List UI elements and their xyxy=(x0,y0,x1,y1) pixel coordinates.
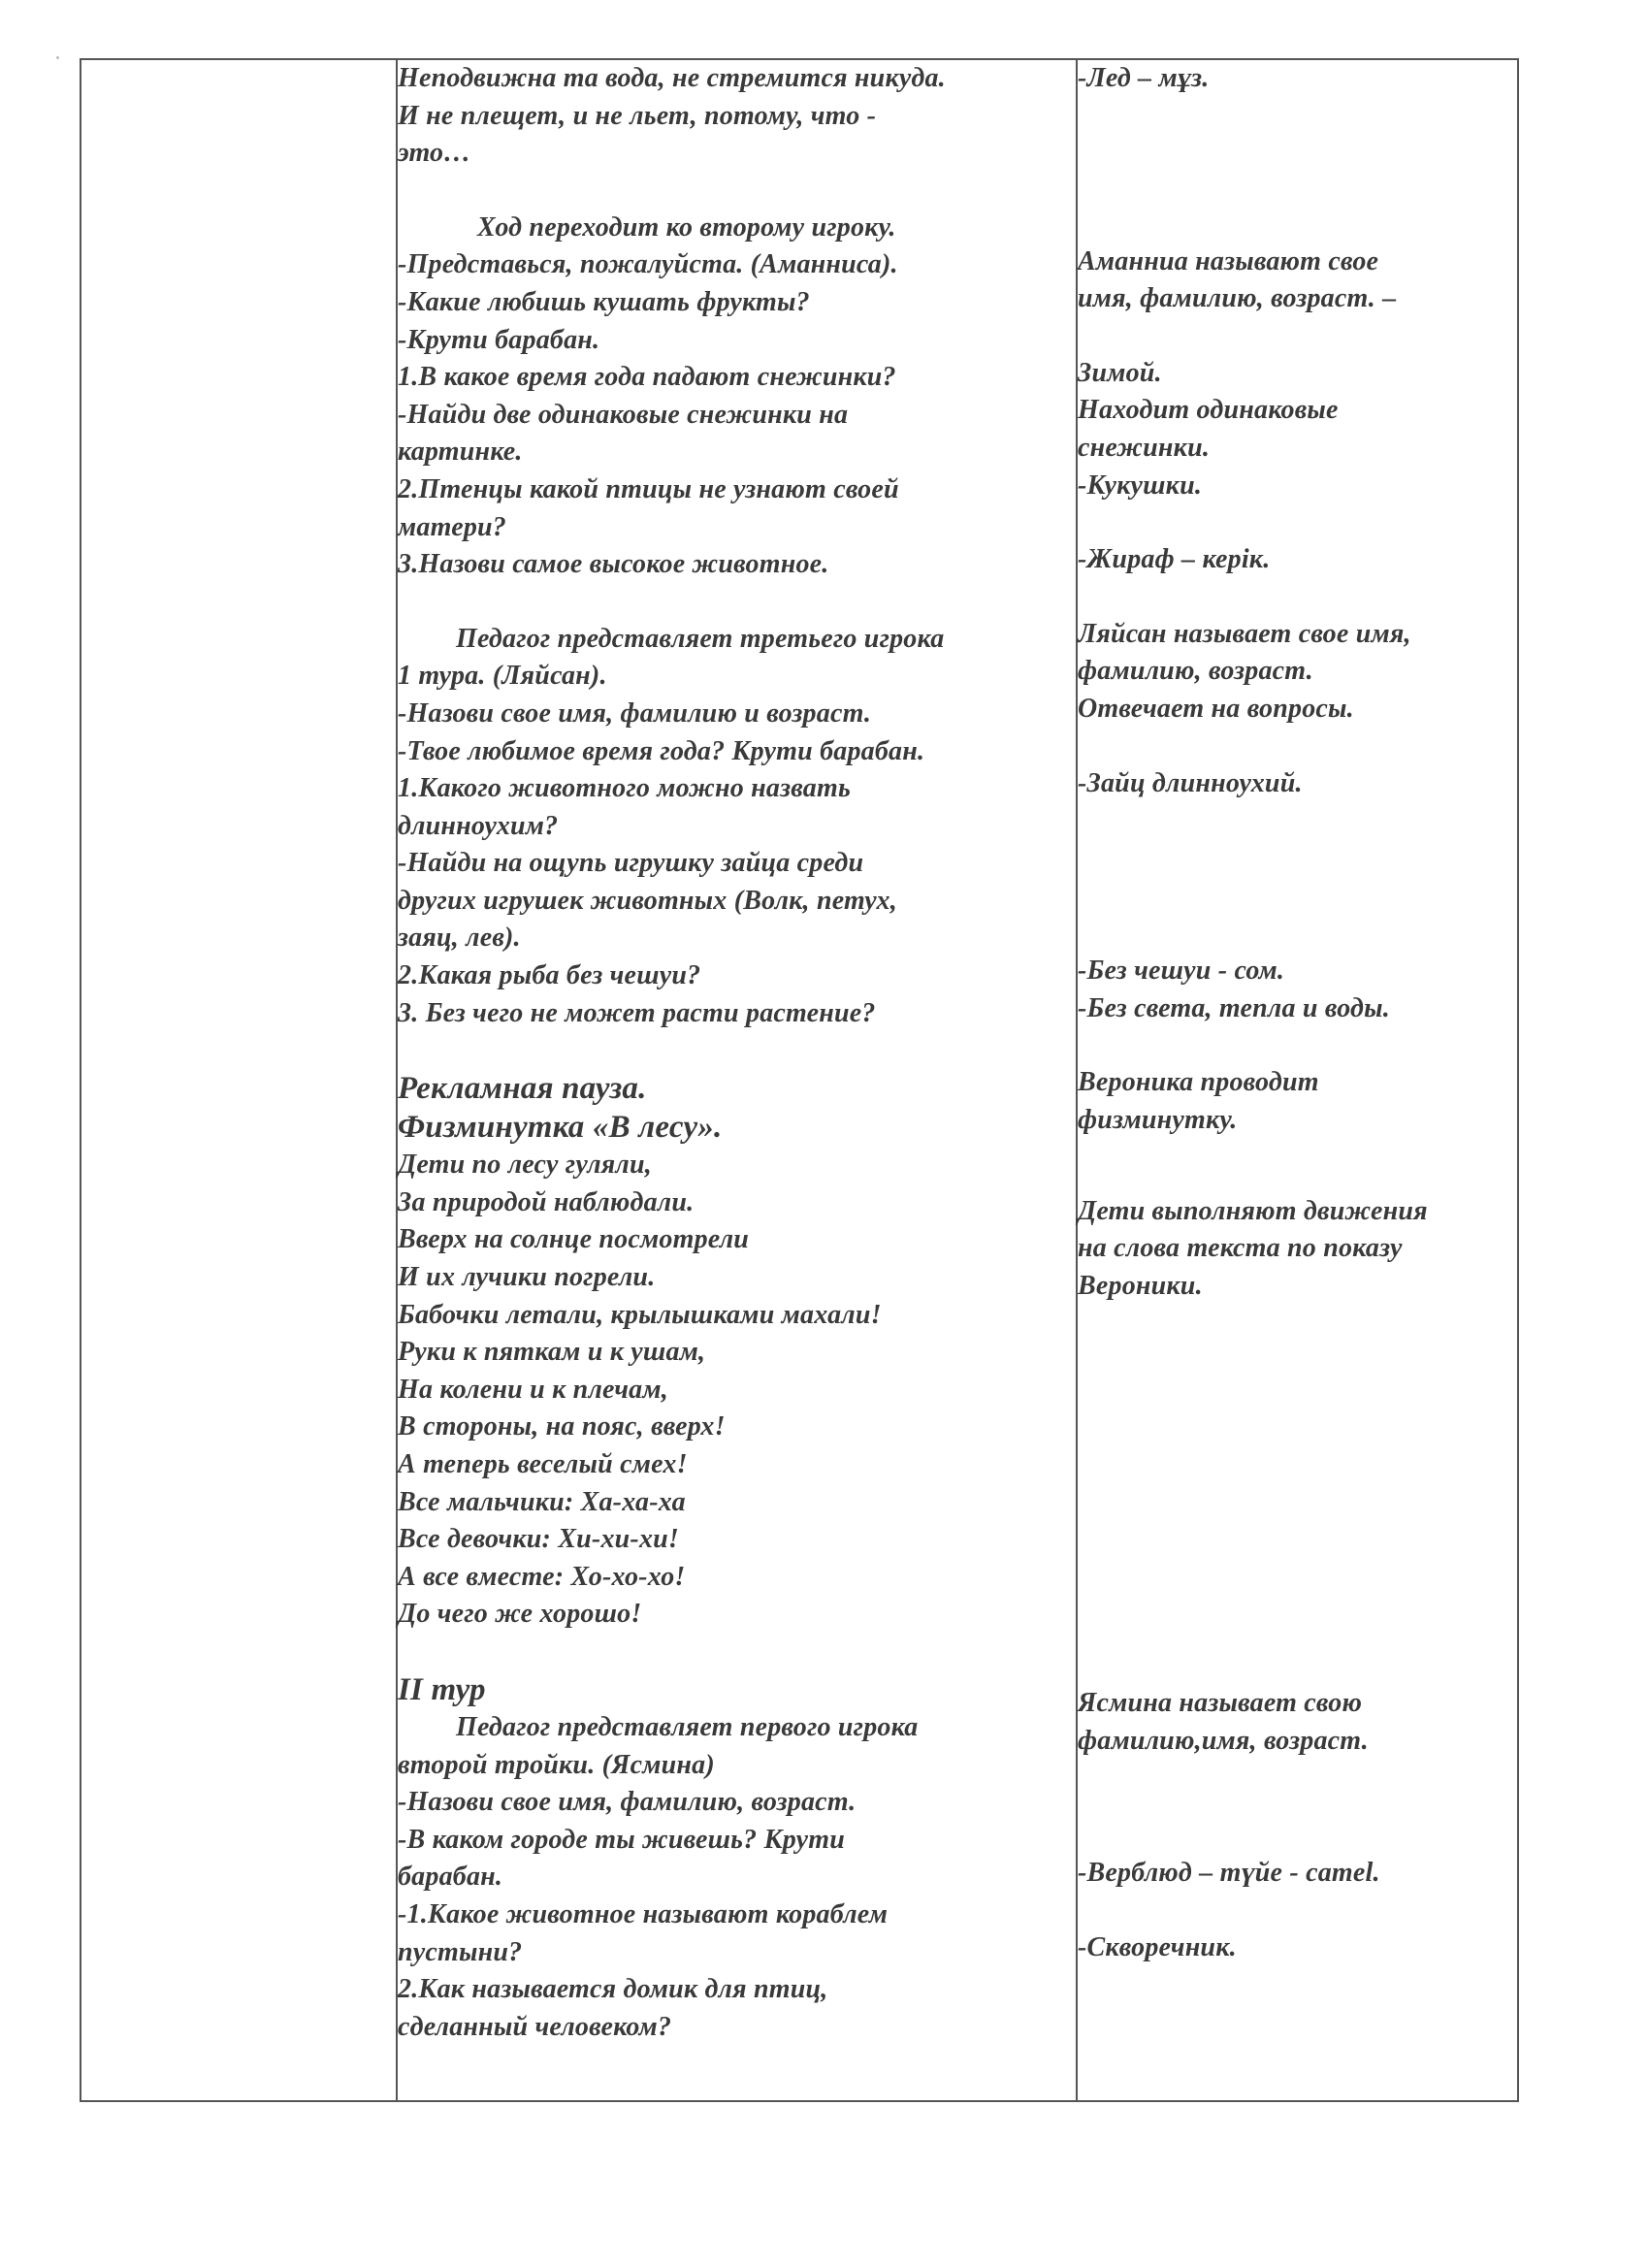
riddle-block xyxy=(398,60,1076,173)
answer-line: фамилию, возраст. xyxy=(1078,656,1313,687)
text-line: 1 тура. (Ляйсан). xyxy=(398,661,607,692)
text-line: -1.Какое животное называют кораблем xyxy=(398,1898,889,1929)
answer-line: снежинки. xyxy=(1078,432,1211,463)
answer-line: -Лед – мұз. xyxy=(1078,63,1210,93)
text-line: -Представься, пожалуйста. (Аманниса). xyxy=(398,249,898,280)
poem-line: А все вместе: Хо-хо-хо! xyxy=(398,1561,686,1592)
third-player-block xyxy=(398,621,1076,1033)
text-line: 1.В какое время года падают снежинки? xyxy=(398,362,896,393)
poem-line: Вверх на солнце посмотрели xyxy=(398,1224,750,1255)
text-line: 2.Птенцы какой птицы не узнают своей xyxy=(398,473,899,504)
text-line: это… xyxy=(398,138,471,169)
poem-line: Все мальчики: Ха-ха-ха xyxy=(398,1486,686,1517)
exercise-block xyxy=(398,1069,1076,1634)
answer-line: Аманниа называют свое xyxy=(1078,245,1379,276)
answer-line: -Скворечник. xyxy=(1078,1932,1237,1963)
text-line: 3.Назови самое высокое животное. xyxy=(398,549,829,580)
round-two-block xyxy=(398,1670,1076,2046)
text-line: -Какие любишь кушать фрукты? xyxy=(398,286,810,317)
poem-line: На колени и к плечам, xyxy=(398,1374,668,1405)
pause-heading: Рекламная пауза. xyxy=(398,1071,647,1107)
text-line: -Найди две одинаковые снежинки на xyxy=(398,399,849,430)
answer-line: -Кукушки. xyxy=(1078,470,1203,501)
text-line: -В каком городе ты живешь? Крути xyxy=(398,1824,845,1855)
text-line: Педагог представляет первого игрока xyxy=(456,1711,919,1742)
answer-line: -Без чешуи - сом. xyxy=(1078,956,1285,987)
answer-line: Отвечает на вопросы. xyxy=(1078,693,1354,724)
poem-line: Бабочки летали, крылышками махали! xyxy=(398,1299,882,1330)
answer-line: Находит одинаковые xyxy=(1078,395,1339,426)
answer-line: -Зайц длинноухий. xyxy=(1078,767,1303,798)
text-line: -Найди на ощупь игрушку зайца среди xyxy=(398,848,864,879)
left-column-cell xyxy=(81,59,397,2101)
poem-line: До чего же хорошо! xyxy=(398,1599,642,1630)
lesson-table xyxy=(80,58,1519,2102)
poem-line: Руки к пяткам и к ушам, xyxy=(398,1337,706,1368)
text-line: длинноухим? xyxy=(398,810,559,841)
answer-line: на слова текста по показу xyxy=(1078,1233,1403,1264)
text-line: заяц, лев). xyxy=(398,923,521,954)
answer-line: -Жираф – керік. xyxy=(1078,544,1271,575)
scan-speck xyxy=(56,56,59,59)
table-row xyxy=(81,59,1518,2101)
text-line: Ход переходит ко второму игроку. xyxy=(477,211,896,243)
text-line: 2.Как называется домик для птиц, xyxy=(398,1974,828,2005)
second-player-block xyxy=(398,210,1076,584)
middle-column-cell xyxy=(397,59,1077,2101)
answer-line: имя, фамилию, возраст. – xyxy=(1078,283,1397,314)
poem-line: Дети по лесу гуляли, xyxy=(398,1150,652,1181)
text-line: других игрушек животных (Волк, петух, xyxy=(398,885,897,916)
text-line: Неподвижна та вода, не стремится никуда. xyxy=(398,63,946,93)
text-line: И не плещет, и не льет, потому, что - xyxy=(398,100,877,131)
answer-line: Вероника проводит xyxy=(1078,1067,1319,1098)
answer-line: -Верблюд – түйе - camel. xyxy=(1078,1858,1380,1889)
text-line: барабан. xyxy=(398,1862,503,1893)
text-line: второй тройки. (Ясмина) xyxy=(398,1749,715,1780)
answer-line: Ясмина называет свою xyxy=(1078,1688,1363,1719)
text-line: -Назови свое имя, фамилию и возраст. xyxy=(398,697,872,729)
exercise-heading: Физминутка «В лесу». xyxy=(398,1110,723,1146)
answer-line: физминутку. xyxy=(1078,1104,1238,1135)
answer-line: Дети выполняют движения xyxy=(1078,1195,1428,1226)
text-line: 1.Какого животного можно назвать xyxy=(398,773,851,804)
right-column-cell xyxy=(1077,59,1518,2101)
poem-line: За природой наблюдали. xyxy=(398,1186,695,1217)
answer-line: фамилию,имя, возраст. xyxy=(1078,1725,1369,1756)
poem-line: Все девочки: Хи-хи-хи! xyxy=(398,1524,680,1555)
answer-line: -Без света, тепла и воды. xyxy=(1078,992,1390,1023)
text-line: пустыни? xyxy=(398,1936,523,1967)
poem-line: И их лучики погрели. xyxy=(398,1262,656,1293)
text-line: картинке. xyxy=(398,437,523,468)
round-two-heading: II тур xyxy=(398,1671,486,1707)
text-line: -Крути барабан. xyxy=(398,324,600,355)
answer-line: Ляйсан называет свое имя, xyxy=(1078,618,1411,649)
text-line: 3. Без чего не может расти растение? xyxy=(398,997,876,1028)
text-line: сделанный человеком? xyxy=(398,2011,672,2042)
poem-line: А теперь веселый смех! xyxy=(398,1449,688,1479)
text-line: 2.Какая рыба без чешуи? xyxy=(398,960,701,991)
answer-line: Вероники. xyxy=(1078,1270,1203,1301)
text-line: Педагог представляет третьего игрока xyxy=(456,623,945,654)
poem-line: В стороны, на пояс, вверх! xyxy=(398,1411,726,1442)
answer-line: Зимой. xyxy=(1078,357,1162,388)
text-line: -Твое любимое время года? Крути барабан. xyxy=(398,735,925,766)
text-line: матери? xyxy=(398,511,506,542)
text-line: -Назови свое имя, фамилию, возраст. xyxy=(398,1787,857,1818)
